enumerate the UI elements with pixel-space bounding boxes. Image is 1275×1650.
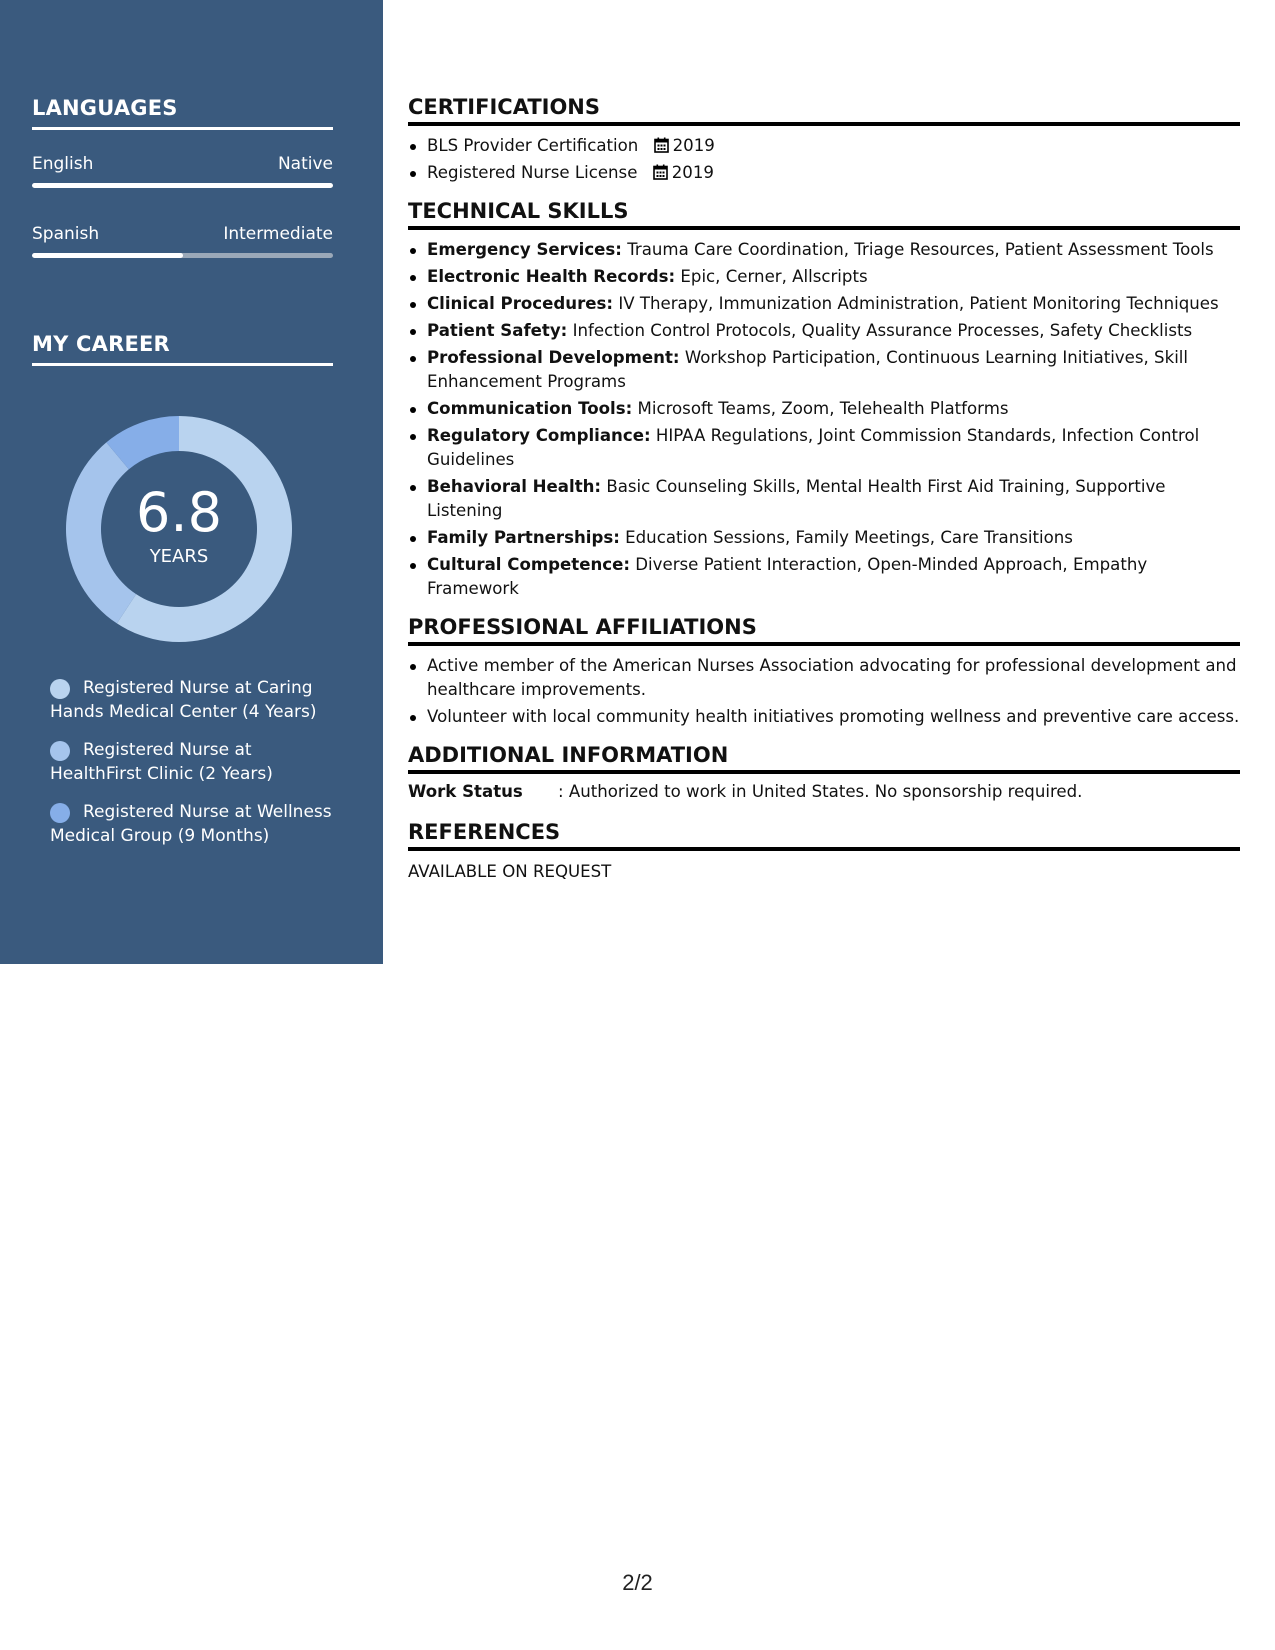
language-proficiency-bar	[32, 183, 333, 188]
legend-dot	[50, 741, 70, 761]
skill-text: Infection Control Protocols, Quality Assurance Processes, Safety Checklists	[572, 321, 1193, 340]
technical-skills-section	[408, 199, 1240, 601]
career-item-label: Registered Nurse at Wellness Medical Group (9 Months)	[50, 802, 332, 846]
skill-text: Workshop Participation, Continuous Learning Initiatives, Skill Enhancement Programs	[427, 348, 1189, 391]
skill-item	[408, 526, 1240, 550]
technical-skills-heading: TECHNICAL SKILLS	[408, 199, 1240, 230]
career-item-label: Registered Nurse at HealthFirst Clinic (2 Years)	[50, 740, 273, 784]
additional-info-section	[408, 743, 1240, 804]
skill-item	[408, 319, 1240, 343]
skill-text: Diverse Patient Interaction, Open-Minded Approach, Empathy Framework	[427, 555, 1148, 598]
career-item	[50, 738, 340, 786]
references-section	[408, 820, 1240, 884]
skill-text: IV Therapy, Immunization Administration, Patient Monitoring Techniques	[618, 294, 1219, 313]
skill-label: Emergency Services:	[427, 240, 622, 259]
calendar-icon	[654, 137, 669, 153]
skill-item	[408, 292, 1240, 316]
legend-dot	[50, 679, 70, 699]
skill-text: Education Sessions, Family Meetings, Care Transitions	[625, 528, 1073, 547]
career-item	[50, 800, 340, 848]
language-item-english	[32, 154, 333, 188]
career-total-unit: YEARS	[149, 545, 209, 567]
references-heading: REFERENCES	[408, 820, 1240, 851]
language-name: English	[32, 154, 94, 174]
skill-item	[408, 397, 1240, 421]
career-legend	[50, 676, 340, 862]
main-content	[408, 0, 1240, 884]
skill-label: Cultural Competence:	[427, 555, 630, 574]
career-item	[50, 676, 340, 724]
page-number: 2/2	[622, 1570, 653, 1595]
sidebar	[0, 0, 383, 964]
skill-text: Epic, Cerner, Allscripts	[680, 267, 868, 286]
certifications-section	[408, 95, 1240, 185]
career-donut-chart	[66, 416, 292, 642]
certification-year: 2019	[672, 136, 715, 155]
career-heading: MY CAREER	[32, 332, 333, 366]
skill-item	[408, 475, 1240, 523]
career-total-value: 6.8	[136, 480, 222, 544]
references-text: AVAILABLE ON REQUEST	[408, 862, 612, 881]
skill-label: Regulatory Compliance:	[427, 426, 651, 445]
skill-label: Family Partnerships:	[427, 528, 620, 547]
work-status-value: : Authorized to work in United States. No sponsorship required.	[558, 782, 1083, 801]
donut-center	[66, 416, 292, 642]
language-level: Native	[277, 154, 333, 174]
skill-label: Electronic Health Records:	[427, 267, 676, 286]
skills-list	[408, 238, 1240, 601]
certification-year: 2019	[671, 163, 714, 182]
skill-item	[408, 553, 1240, 601]
proficiency-fill	[32, 253, 183, 258]
languages-heading: LANGUAGES	[32, 96, 333, 130]
certification-item	[408, 134, 1240, 158]
skill-text: Trauma Care Coordination, Triage Resources, Patient Assessment Tools	[627, 240, 1214, 259]
work-status-row	[408, 780, 1240, 804]
language-proficiency-bar	[32, 253, 333, 258]
skill-item	[408, 265, 1240, 289]
skill-text: Basic Counseling Skills, Mental Health First Aid Training, Supportive Listening	[427, 477, 1166, 520]
skill-label: Behavioral Health:	[427, 477, 602, 496]
skill-label: Professional Development:	[427, 348, 680, 367]
work-status-label: Work Status	[408, 782, 523, 801]
language-item-spanish	[32, 224, 333, 258]
skill-text: HIPAA Regulations, Joint Commission Standards, Infection Control Guidelines	[427, 426, 1200, 469]
affiliation-item: Volunteer with local community health initiatives promoting wellness and preventive care access.	[408, 705, 1240, 729]
affiliation-item: Active member of the American Nurses Association advocating for professional development and healthcare improvements.	[408, 654, 1240, 702]
language-level: Intermediate	[223, 224, 333, 244]
skill-label: Communication Tools:	[427, 399, 633, 418]
skill-label: Patient Safety:	[427, 321, 568, 340]
certification-name: BLS Provider Certification	[427, 136, 639, 155]
skill-text: Microsoft Teams, Zoom, Telehealth Platforms	[637, 399, 1009, 418]
additional-info-heading: ADDITIONAL INFORMATION	[408, 743, 1240, 774]
calendar-icon	[653, 164, 668, 180]
certifications-heading: CERTIFICATIONS	[408, 95, 1240, 126]
legend-dot	[50, 803, 70, 823]
certification-name: Registered Nurse License	[427, 163, 638, 182]
affiliations-heading: PROFESSIONAL AFFILIATIONS	[408, 615, 1240, 646]
skill-item	[408, 238, 1240, 262]
career-item-label: Registered Nurse at Caring Hands Medical Center (4 Years)	[50, 678, 317, 722]
skill-label: Clinical Procedures:	[427, 294, 614, 313]
certification-item	[408, 161, 1240, 185]
skill-item	[408, 424, 1240, 472]
language-name: Spanish	[32, 224, 100, 244]
proficiency-fill	[32, 183, 333, 188]
skill-item	[408, 346, 1240, 394]
affiliations-section	[408, 615, 1240, 729]
